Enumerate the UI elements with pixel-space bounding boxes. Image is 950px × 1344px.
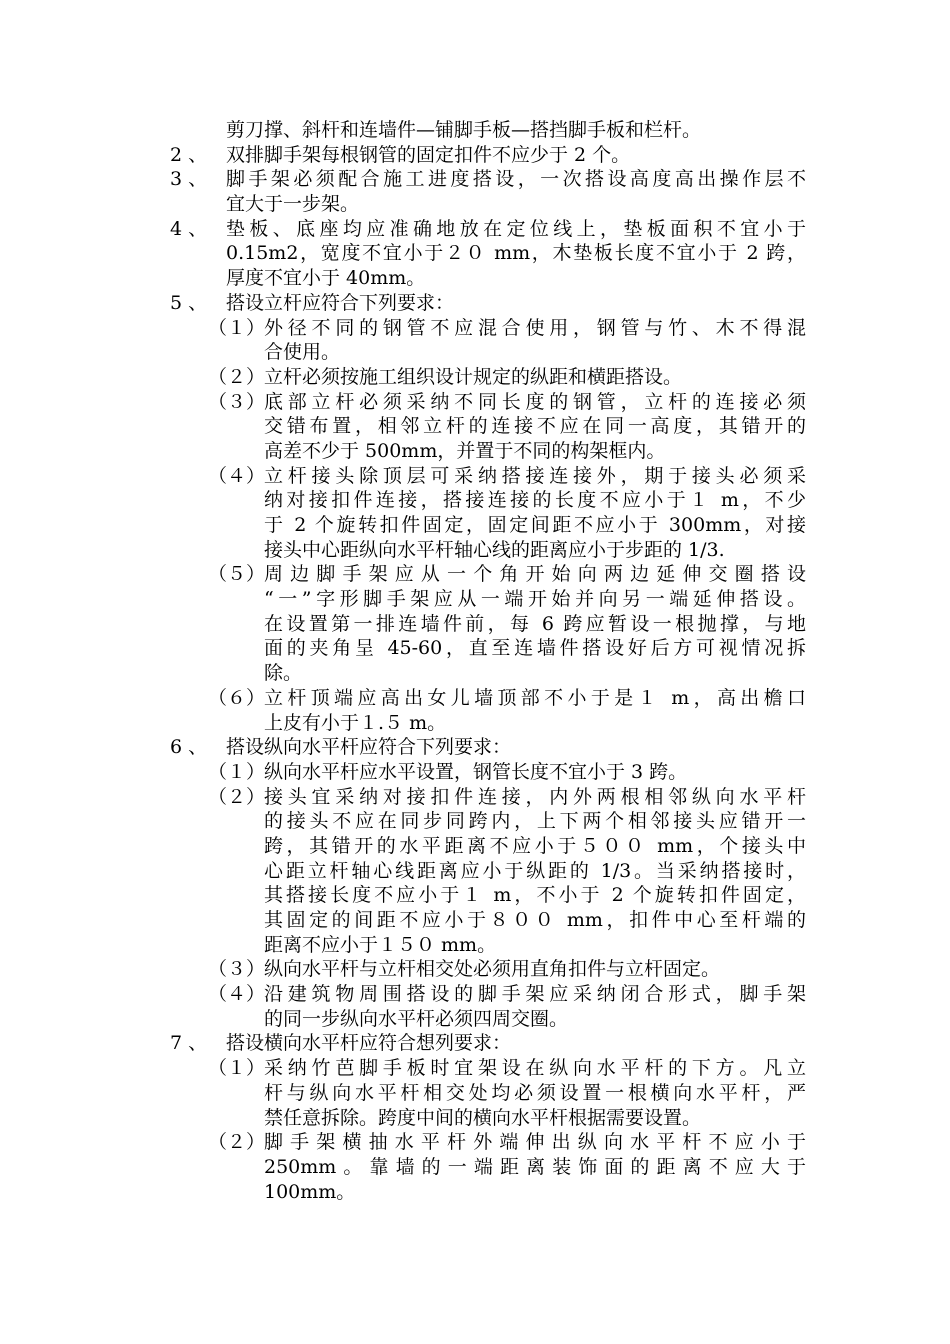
text-line: [0, 883, 950, 908]
paragraph-text: 立杆接头除顶层可采纳搭接连接外，期于接头必须采: [264, 464, 806, 487]
paragraph-text: 周边脚手架应从一个角开始向两边延伸交圈搭设: [264, 563, 806, 586]
text-line: [0, 933, 950, 958]
text-line: [0, 266, 950, 291]
paragraph-text: 双排脚手架每根钢管的固定扣件不应少于 2 个。: [226, 143, 631, 166]
text-line: [0, 1155, 950, 1180]
item-number: 4 、: [170, 217, 208, 240]
item-number: （３）: [208, 390, 266, 413]
text-line: [0, 192, 950, 217]
paragraph-text: 杆与纵向水平杆相交处均必须设置一根横向水平杆，严: [264, 1081, 806, 1104]
text-line: [0, 538, 950, 563]
text-line: [0, 1180, 950, 1205]
item-number: （２）: [208, 365, 266, 388]
item-number: （１）: [208, 760, 266, 783]
item-number: （１）: [208, 316, 266, 339]
item-number: （４）: [208, 464, 266, 487]
paragraph-text: 搭设纵向水平杆应符合下列要求：: [226, 736, 512, 759]
text-line: [0, 785, 950, 810]
text-line: [0, 1056, 950, 1081]
item-number: （５）: [208, 563, 266, 586]
text-line: [0, 464, 950, 489]
item-number: 6 、: [170, 736, 208, 759]
item-number: 7 、: [170, 1032, 208, 1055]
paragraph-text: 100mm。: [264, 1180, 356, 1203]
paragraph-text: 纳对接扣件连接，搭接连接的长度不应小于１ m，不少: [264, 489, 806, 512]
paragraph-text: 采纳竹芭脚手板时宜架设在纵向水平杆的下方。凡立: [264, 1057, 806, 1080]
text-line: [0, 859, 950, 884]
paragraph-text: 高差不少于 500mm，并置于不同的构架框内。: [264, 439, 666, 462]
text-line: [0, 711, 950, 736]
paragraph-text: 接头中心距纵向水平杆轴心线的距离应小于步距的 1/3.: [264, 538, 725, 561]
text-line: [0, 686, 950, 711]
paragraph-text: 上皮有小于１.５ m。: [264, 711, 447, 734]
text-line: [0, 834, 950, 859]
text-line: [0, 661, 950, 686]
paragraph-text: 其固定的间距不应小于８００ mm，扣件中心至杆端的: [264, 909, 806, 931]
paragraph-text: 面的夹角呈 45-60，直至连墙件搭设好后方可视情况拆: [264, 637, 806, 660]
paragraph-text: 厚度不宜小于 40mm。: [226, 267, 426, 290]
paragraph-text: 底部立杆必须采纳不同长度的钢管，立杆的连接必须: [264, 390, 806, 413]
paragraph-text: 脚手架必须配合施工进度搭设，一次搭设高度高出操作层不: [226, 168, 806, 191]
paragraph-text: “一”字形脚手架应从一端开始并向另一端延伸搭设。: [264, 588, 806, 611]
paragraph-text: 其搭接长度不应小于１ m，不小于 2 个旋转扣件固定，: [264, 884, 806, 907]
paragraph-text: 立杆顶端应高出女儿墙顶部不小于是１ m，高出檐口: [264, 686, 806, 709]
paragraph-text: 250mm。靠墙的一端距离装饰面的距离不应大于: [264, 1155, 806, 1178]
text-line: [0, 1130, 950, 1155]
item-number: 5 、: [170, 291, 208, 314]
item-number: 2 、: [170, 143, 208, 166]
text-line: [0, 217, 950, 242]
text-line: [0, 241, 950, 266]
text-line: [0, 118, 950, 143]
paragraph-text: 跨，其错开的水平距离不应小于５００ mm，个接头中: [264, 834, 806, 857]
text-line: [0, 908, 950, 933]
item-number: （２）: [208, 1131, 266, 1154]
text-line: [0, 587, 950, 612]
text-line: [0, 636, 950, 661]
text-line: [0, 316, 950, 341]
paragraph-text: 剪刀撑、斜杆和连墙件—铺脚手板—搭挡脚手板和栏杆。: [226, 119, 702, 141]
paragraph-text: 的接头不应在同步同跨内，上下两个相邻接头应错开一: [264, 810, 806, 833]
paragraph-text: 禁任意拆除。跨度中间的横向水平杆根据需要设置。: [264, 1106, 702, 1129]
text-line: [0, 809, 950, 834]
paragraph-text: 搭设横向水平杆应符合想列要求：: [226, 1032, 512, 1055]
paragraph-text: 心距立杆轴心线距离应小于纵距的 1/3。当采纳搭接时，: [264, 859, 806, 882]
paragraph-text: 于 2 个旋转扣件固定，固定间距不应小于 300mm，对接: [264, 514, 806, 536]
item-number: （６）: [208, 686, 266, 709]
text-line: [0, 612, 950, 637]
text-line: [0, 143, 950, 168]
paragraph-text: 的同一步纵向水平杆必须四周交圈。: [264, 1007, 569, 1030]
text-line: [0, 1106, 950, 1131]
paragraph-text: 0.15m2，宽度不宜小于２０ mm，木垫板长度不宜小于 2 跨，: [226, 242, 806, 265]
text-line: [0, 439, 950, 464]
paragraph-text: 立杆必须按施工组织设计规定的纵距和横距搭设。: [264, 365, 683, 388]
paragraph-text: 纵向水平杆与立杆相交处必须用直角扣件与立杆固定。: [264, 958, 721, 981]
item-number: 3 、: [170, 168, 208, 191]
text-line: [0, 340, 950, 365]
text-line: [0, 167, 950, 192]
item-number: （３）: [208, 958, 266, 981]
paragraph-text: 在设置第一排连墙件前，每 6 跨应暂设一根抛撑，与地: [264, 612, 806, 635]
paragraph-text: 脚手架横抽水平杆外端伸出纵向水平杆不应小于: [264, 1131, 806, 1154]
text-line: [0, 291, 950, 316]
paragraph-text: 外径不同的钢管不应混合使用，钢管与竹、木不得混: [264, 316, 806, 339]
text-line: [0, 488, 950, 513]
paragraph-text: 距离不应小于１５０ mm。: [264, 933, 497, 956]
text-line: [0, 735, 950, 760]
text-line: [0, 365, 950, 390]
paragraph-text: 纵向水平杆应水平设置，钢管长度不宜小于 3 跨。: [264, 760, 688, 783]
paragraph-text: 接头宜采纳对接扣件连接，内外两根相邻纵向水平杆: [264, 785, 806, 808]
item-number: （１）: [208, 1057, 266, 1080]
text-line: [0, 957, 950, 982]
paragraph-text: 宜大于一步架。: [226, 193, 360, 216]
text-line: [0, 562, 950, 587]
document-body: [0, 118, 950, 1204]
text-line: [0, 1081, 950, 1106]
text-line: [0, 1031, 950, 1056]
item-number: （２）: [208, 785, 266, 808]
paragraph-text: 搭设立杆应符合下列要求：: [226, 291, 455, 314]
text-line: [0, 414, 950, 439]
text-line: [0, 1007, 950, 1032]
paragraph-text: 垫板、底座均应准确地放在定位线上，垫板面积不宜小于: [226, 217, 806, 240]
text-line: [0, 390, 950, 415]
paragraph-text: 合使用。: [264, 341, 341, 364]
item-number: （４）: [208, 983, 266, 1006]
text-line: [0, 513, 950, 538]
paragraph-text: 沿建筑物周围搭设的脚手架应采纳闭合形式，脚手架: [264, 983, 806, 1006]
text-line: [0, 982, 950, 1007]
paragraph-text: 交错布置，相邻立杆的连接不应在同一高度，其错开的: [264, 415, 806, 438]
paragraph-text: 除。: [264, 662, 303, 685]
text-line: [0, 760, 950, 785]
